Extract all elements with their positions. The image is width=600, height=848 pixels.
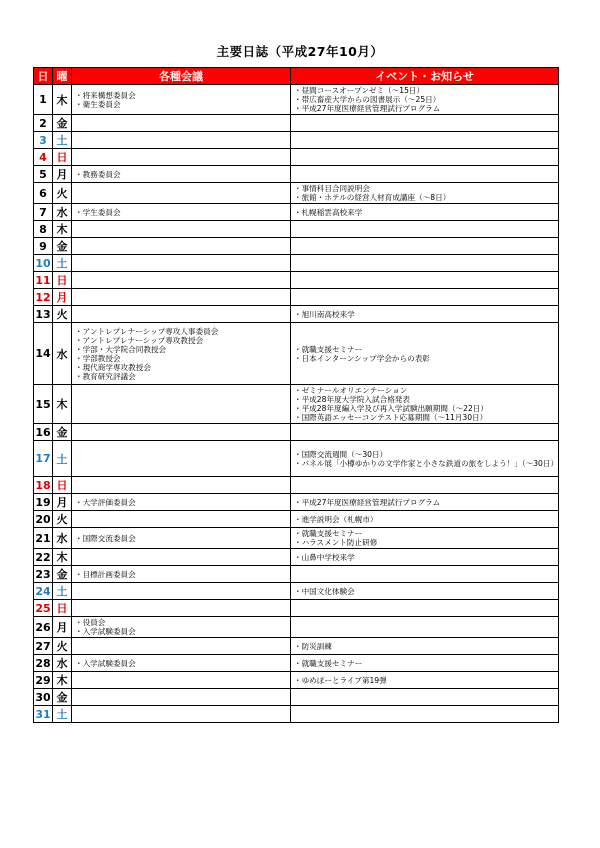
weekday-cell: 金 (53, 566, 72, 583)
table-row (34, 183, 559, 204)
weekday-cell: 月 (53, 166, 72, 183)
event-item: ・事情科目合同説明会 (294, 184, 370, 193)
day-cell: 18 (35, 478, 51, 492)
weekday-cell: 土 (53, 441, 72, 477)
day-cell: 26 (34, 617, 53, 638)
meetings-cell (72, 85, 291, 115)
table-row (34, 566, 559, 583)
meeting-item: ・衛生委員会 (75, 99, 121, 109)
day-cell: 8 (34, 221, 53, 238)
events-cell (291, 238, 559, 255)
event-item: ・日本インターンシップ学会からの表彰 (294, 353, 430, 363)
events-cell (291, 221, 559, 238)
weekday-cell: 日 (53, 272, 72, 289)
meetings-cell (72, 323, 291, 385)
day-cell: 15 (34, 385, 53, 424)
table-row (34, 689, 559, 706)
meetings-cell (72, 477, 291, 494)
events-cell (291, 477, 559, 494)
table-row (34, 149, 559, 166)
day-cell: 13 (35, 307, 51, 321)
event-item: ・昼間コースオープンゼミ（～15日） (294, 86, 425, 95)
weekday-cell: 土 (53, 706, 72, 723)
header-row (34, 68, 559, 85)
meetings-cell (72, 221, 291, 238)
table-row (34, 255, 559, 272)
event-item: ・国際英語エッセーコンテスト応募期間（～11月30日） (294, 413, 488, 422)
events-cell (291, 583, 559, 600)
events-cell (291, 441, 559, 477)
weekday-cell: 土 (53, 132, 72, 149)
table-row (34, 617, 559, 638)
meeting-item: ・入学試験委員会 (75, 627, 136, 636)
table-row (34, 528, 559, 549)
weekday-cell: 日 (53, 600, 72, 617)
day-cell: 19 (35, 495, 51, 509)
table-row (34, 115, 559, 132)
weekday-cell: 木 (53, 549, 72, 566)
meetings-cell (72, 289, 291, 306)
weekday-cell: 火 (53, 638, 72, 655)
meetings-cell (72, 672, 291, 689)
day-cell: 10 (35, 256, 51, 270)
day-cell: 22 (35, 550, 51, 564)
table-row (34, 549, 559, 566)
event-item: ・旭川南高校来学 (294, 309, 355, 319)
day-cell: 21 (34, 528, 53, 549)
events-cell (291, 149, 559, 166)
events-cell (291, 689, 559, 706)
weekday-cell: 木 (53, 85, 72, 115)
day-cell: 3 (34, 132, 53, 149)
table-row (34, 511, 559, 528)
table-row (34, 655, 559, 672)
day-cell: 31 (35, 707, 51, 721)
meeting-item: ・学部教授会 (75, 353, 121, 363)
meetings-cell (72, 528, 291, 549)
event-item: ・ゼミナールオリエンテーション (294, 386, 408, 395)
day-cell: 1 (34, 85, 53, 115)
weekday-cell: 金 (53, 689, 72, 706)
weekday-cell: 月 (53, 494, 72, 511)
event-item: ・就職支援セミナー (294, 658, 363, 668)
events-cell (291, 706, 559, 723)
day-cell: 6 (34, 183, 53, 204)
meetings-cell (72, 204, 291, 221)
weekday-cell: 金 (53, 424, 72, 441)
meetings-cell (72, 272, 291, 289)
weekday-cell: 月 (53, 289, 72, 306)
meetings-cell (72, 385, 291, 424)
meeting-item: ・アントレプレナーシップ専攻人事委員会 (75, 326, 219, 336)
header-events: イベント・お知らせ (291, 68, 559, 85)
table-row (34, 238, 559, 255)
events-cell (291, 424, 559, 441)
meetings-cell (72, 424, 291, 441)
event-item: ・国際交流週間（～30日） (294, 449, 388, 459)
weekday-cell: 水 (53, 204, 72, 221)
weekday-cell: 日 (53, 477, 72, 494)
day-cell: 9 (34, 238, 53, 255)
day-cell: 5 (34, 166, 53, 183)
event-item: ・平成28年度編入学及び再入学試験出願期間（～22日） (294, 404, 488, 413)
table-row (34, 424, 559, 441)
header-day: 日 (34, 68, 53, 85)
day-cell: 25 (35, 601, 51, 615)
events-cell (291, 306, 559, 323)
table-row (34, 583, 559, 600)
weekday-cell: 月 (53, 617, 72, 638)
weekday-cell: 火 (53, 511, 72, 528)
day-cell: 14 (34, 323, 53, 385)
meeting-item: ・現代商学専攻教授会 (75, 362, 151, 372)
weekday-cell: 水 (53, 323, 72, 385)
weekday-cell: 木 (53, 385, 72, 424)
event-item: ・進学説明会（札幌市） (294, 514, 378, 524)
day-cell: 30 (35, 690, 51, 704)
events-cell (291, 655, 559, 672)
meetings-cell (72, 183, 291, 204)
events-cell (291, 385, 559, 424)
table-row (34, 477, 559, 494)
table-row (34, 289, 559, 306)
day-cell: 28 (35, 656, 51, 670)
event-item: ・就職支援セミナー (294, 344, 363, 354)
day-cell: 11 (35, 273, 51, 287)
schedule-table (33, 67, 559, 723)
header-meetings: 各種会議 (72, 68, 291, 85)
meetings-cell (72, 689, 291, 706)
table-row (34, 441, 559, 477)
event-item: ・平成28年度大学院入試合格発表 (294, 395, 410, 404)
event-item: ・平成27年度医療経営管理試行プログラム (294, 104, 441, 113)
table-row (34, 166, 559, 183)
table-row (34, 600, 559, 617)
events-cell (291, 115, 559, 132)
table-row (34, 132, 559, 149)
event-item: ・パネル展「小樽ゆかりの文学作家と小さな鉄道の旅をしよう！」（～30日） (294, 458, 558, 468)
events-cell (291, 494, 559, 511)
events-cell (291, 638, 559, 655)
weekday-cell: 火 (53, 306, 72, 323)
events-cell (291, 204, 559, 221)
event-item: ・平成27年度医療経営管理試行プログラム (294, 497, 441, 507)
table-row (34, 272, 559, 289)
events-cell (291, 166, 559, 183)
weekday-cell: 木 (53, 672, 72, 689)
meetings-cell (72, 115, 291, 132)
meeting-item: ・入学試験委員会 (75, 658, 136, 668)
table-row (34, 638, 559, 655)
events-cell (291, 600, 559, 617)
meeting-item: ・目標計画委員会 (75, 569, 136, 579)
day-cell: 7 (34, 204, 53, 221)
day-cell: 24 (35, 584, 51, 598)
table-row (34, 706, 559, 723)
weekday-cell: 金 (53, 115, 72, 132)
table-row (34, 221, 559, 238)
weekday-cell: 火 (53, 183, 72, 204)
meetings-cell (72, 149, 291, 166)
weekday-cell: 土 (53, 583, 72, 600)
event-item: ・防災訓練 (294, 641, 332, 651)
event-item: ・就職支援セミナー (294, 529, 363, 538)
weekday-cell: 水 (53, 528, 72, 549)
events-cell (291, 549, 559, 566)
meetings-cell (72, 583, 291, 600)
day-cell: 29 (35, 673, 51, 687)
table-row (34, 204, 559, 221)
events-cell (291, 183, 559, 204)
meetings-cell (72, 706, 291, 723)
day-cell: 20 (35, 512, 51, 526)
meeting-item: ・大学評価委員会 (75, 497, 136, 507)
meetings-cell (72, 238, 291, 255)
meetings-cell (72, 511, 291, 528)
meeting-item: ・学部・大学院合同教授会 (75, 344, 167, 354)
weekday-cell: 金 (53, 238, 72, 255)
meetings-cell (72, 655, 291, 672)
table-row (34, 306, 559, 323)
meeting-item: ・国際交流委員会 (75, 533, 136, 543)
weekday-cell: 水 (53, 655, 72, 672)
day-cell: 27 (35, 639, 51, 653)
events-cell (291, 289, 559, 306)
header-dow: 曜 (53, 68, 72, 85)
events-cell (291, 132, 559, 149)
meetings-cell (72, 600, 291, 617)
meeting-item: ・役員会 (75, 618, 106, 627)
events-cell (291, 255, 559, 272)
meetings-cell (72, 494, 291, 511)
table-row (34, 494, 559, 511)
event-item: ・旅館・ホテルの経営人材育成講座（～8日） (294, 193, 451, 202)
table-row (34, 85, 559, 115)
day-cell: 23 (35, 567, 51, 581)
table-row (34, 672, 559, 689)
meetings-cell (72, 306, 291, 323)
weekday-cell: 日 (53, 149, 72, 166)
events-cell (291, 272, 559, 289)
event-item: ・ゆめぽーとライブ第19弾 (294, 675, 387, 685)
meetings-cell (72, 132, 291, 149)
day-cell: 4 (34, 149, 53, 166)
weekday-cell: 木 (53, 221, 72, 238)
table-row (34, 385, 559, 424)
table-row (34, 323, 559, 385)
meetings-cell (72, 566, 291, 583)
event-item: ・帯広畜産大学からの図書展示（～25日） (294, 95, 441, 104)
meetings-cell (72, 255, 291, 272)
meetings-cell (72, 441, 291, 477)
meetings-cell (72, 638, 291, 655)
day-cell: 12 (35, 290, 51, 304)
events-cell (291, 85, 559, 115)
meeting-item: ・教育研究評議会 (75, 371, 136, 381)
meeting-item: ・学生委員会 (75, 207, 121, 217)
day-cell: 17 (34, 441, 53, 477)
day-cell: 16 (35, 425, 51, 439)
event-item: ・山鼻中学校来学 (294, 552, 355, 562)
event-item: ・中国文化体験会 (294, 586, 355, 596)
event-item: ・札幌稲雲高校来学 (294, 207, 363, 217)
meetings-cell (72, 617, 291, 638)
meeting-item: ・将来構想委員会 (75, 90, 136, 100)
meetings-cell (72, 549, 291, 566)
meetings-cell (72, 166, 291, 183)
day-cell: 2 (34, 115, 53, 132)
events-cell (291, 672, 559, 689)
weekday-cell: 土 (53, 255, 72, 272)
events-cell (291, 511, 559, 528)
events-cell (291, 566, 559, 583)
events-cell (291, 323, 559, 385)
events-cell (291, 617, 559, 638)
meeting-item: ・教務委員会 (75, 169, 121, 179)
events-cell (291, 528, 559, 549)
event-item: ・ハラスメント防止研修 (294, 538, 378, 547)
page-title: 主要日誌（平成27年10月） (216, 44, 384, 59)
meeting-item: ・アントレプレナーシップ専攻教授会 (75, 335, 204, 345)
